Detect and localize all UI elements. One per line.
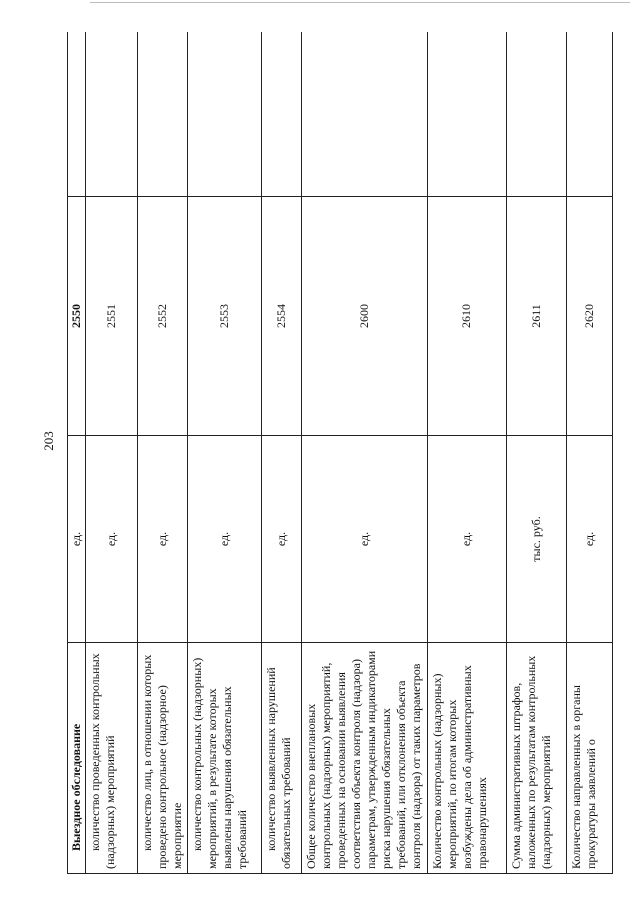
table-row — [427, 32, 506, 874]
unit-cell: ед. — [68, 436, 86, 643]
row-name-cell: количество проведенных контрольных (надзорных) мероприятий — [86, 643, 138, 874]
row-name-cell: Общее количество внеплановых контрольных (надзорных) мероприятий, проведенных на основании выявления соответствия объекта контроля (надзора) параметрам, утвержденным индикаторами риска нарушения обязательных требований, или отклонения объекта контроля (надзора) от таких параметров — [302, 643, 427, 874]
rotated-table-container — [67, 32, 613, 874]
row-name-cell: количество выявленных нарушений обязательных требований — [262, 643, 302, 874]
row-name-cell: Количество контрольных (надзорных) мероприятий, по итогам которых возбуждены дела об административных правонарушениях — [427, 643, 506, 874]
code-cell: 2611 — [506, 197, 566, 436]
code-cell: 2554 — [262, 197, 302, 436]
value-cell — [188, 32, 262, 197]
scan-edge-line — [90, 2, 630, 3]
row-name-cell: количество лиц, в отношении которых проведено контрольное (надзорное) мероприятие — [138, 643, 188, 874]
unit-cell: ед. — [566, 436, 612, 643]
value-cell — [262, 32, 302, 197]
statistics-table — [67, 32, 613, 874]
table-row — [138, 32, 188, 874]
table-row — [86, 32, 138, 874]
unit-cell: ед. — [262, 436, 302, 643]
code-cell: 2550 — [68, 197, 86, 436]
unit-cell: тыс. руб. — [506, 436, 566, 643]
value-cell — [86, 32, 138, 197]
row-name-cell: количество контрольных (надзорных) мероприятий, в результате которых выявлены нарушения обязательных требований — [188, 643, 262, 874]
unit-cell: ед. — [86, 436, 138, 643]
unit-cell: ед. — [188, 436, 262, 643]
value-cell — [506, 32, 566, 197]
code-cell: 2552 — [138, 197, 188, 436]
value-cell — [566, 32, 612, 197]
value-cell — [68, 32, 86, 197]
row-name-cell: Количество направленных в органы прокуратуры заявлений о — [566, 643, 612, 874]
table-header-row — [68, 32, 86, 874]
code-cell: 2551 — [86, 197, 138, 436]
code-cell: 2610 — [427, 197, 506, 436]
code-cell: 2620 — [566, 197, 612, 436]
code-cell: 2600 — [302, 197, 427, 436]
value-cell — [138, 32, 188, 197]
table-row — [262, 32, 302, 874]
unit-cell: ед. — [427, 436, 506, 643]
value-cell — [427, 32, 506, 197]
row-name-cell: Выездное обследование — [68, 643, 86, 874]
unit-cell: ед. — [302, 436, 427, 643]
table-row — [506, 32, 566, 874]
code-cell: 2553 — [188, 197, 262, 436]
unit-cell: ед. — [138, 436, 188, 643]
table-row — [188, 32, 262, 874]
table-row — [566, 32, 612, 874]
page-number: 203 — [41, 431, 56, 451]
row-name-cell: Сумма административных штрафов, наложенных по результатам контрольных (надзорных) мероприятий — [506, 643, 566, 874]
table-row — [302, 32, 427, 874]
value-cell — [302, 32, 427, 197]
